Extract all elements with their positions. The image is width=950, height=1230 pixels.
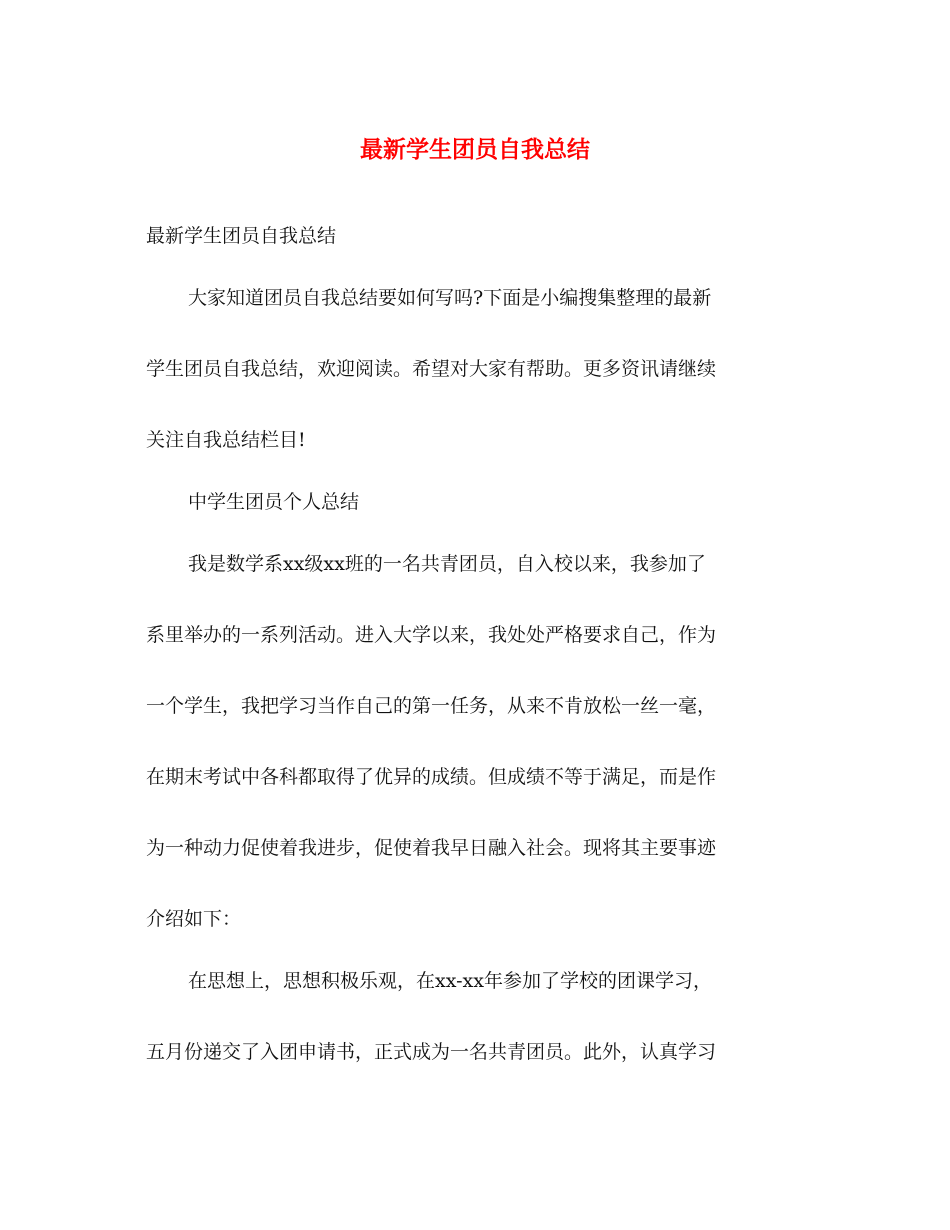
section-heading: 中学生团员个人总结 (188, 491, 360, 513)
paragraph-line: 一个学生，我把学习当作自己的第一任务，从来不肯放松一丝一毫， (146, 695, 717, 717)
paragraph-line: 大家知道团员自我总结要如何写吗?下面是小编搜集整理的最新 (188, 287, 712, 309)
paragraph-line: 介绍如下： (146, 908, 242, 930)
document-title: 最新学生团员自我总结 (360, 136, 590, 163)
paragraph-line: 五月份递交了入团申请书，正式成为一名共青团员。此外，认真学习 (146, 1041, 717, 1063)
paragraph-line: 关注自我总结栏目! (146, 429, 306, 451)
paragraph-line: 学生团员自我总结，欢迎阅读。希望对大家有帮助。更多资讯请继续 (146, 358, 717, 380)
paragraph-line: 为一种动力促使着我进步，促使着我早日融入社会。现将其主要事迹 (146, 837, 717, 859)
paragraph-line: 在思想上，思想积极乐观，在xx-xx年参加了学校的团课学习， (188, 970, 712, 992)
paragraph-line: 我是数学系xx级xx班的一名共青团员，自入校以来，我参加了 (188, 553, 706, 575)
paragraph-line: 系里举办的一系列活动。进入大学以来，我处处严格要求自己，作为 (146, 624, 717, 646)
paragraph-line: 在期末考试中各科都取得了优异的成绩。但成绩不等于满足，而是作 (146, 766, 717, 788)
subtitle-line: 最新学生团员自我总结 (146, 225, 337, 247)
